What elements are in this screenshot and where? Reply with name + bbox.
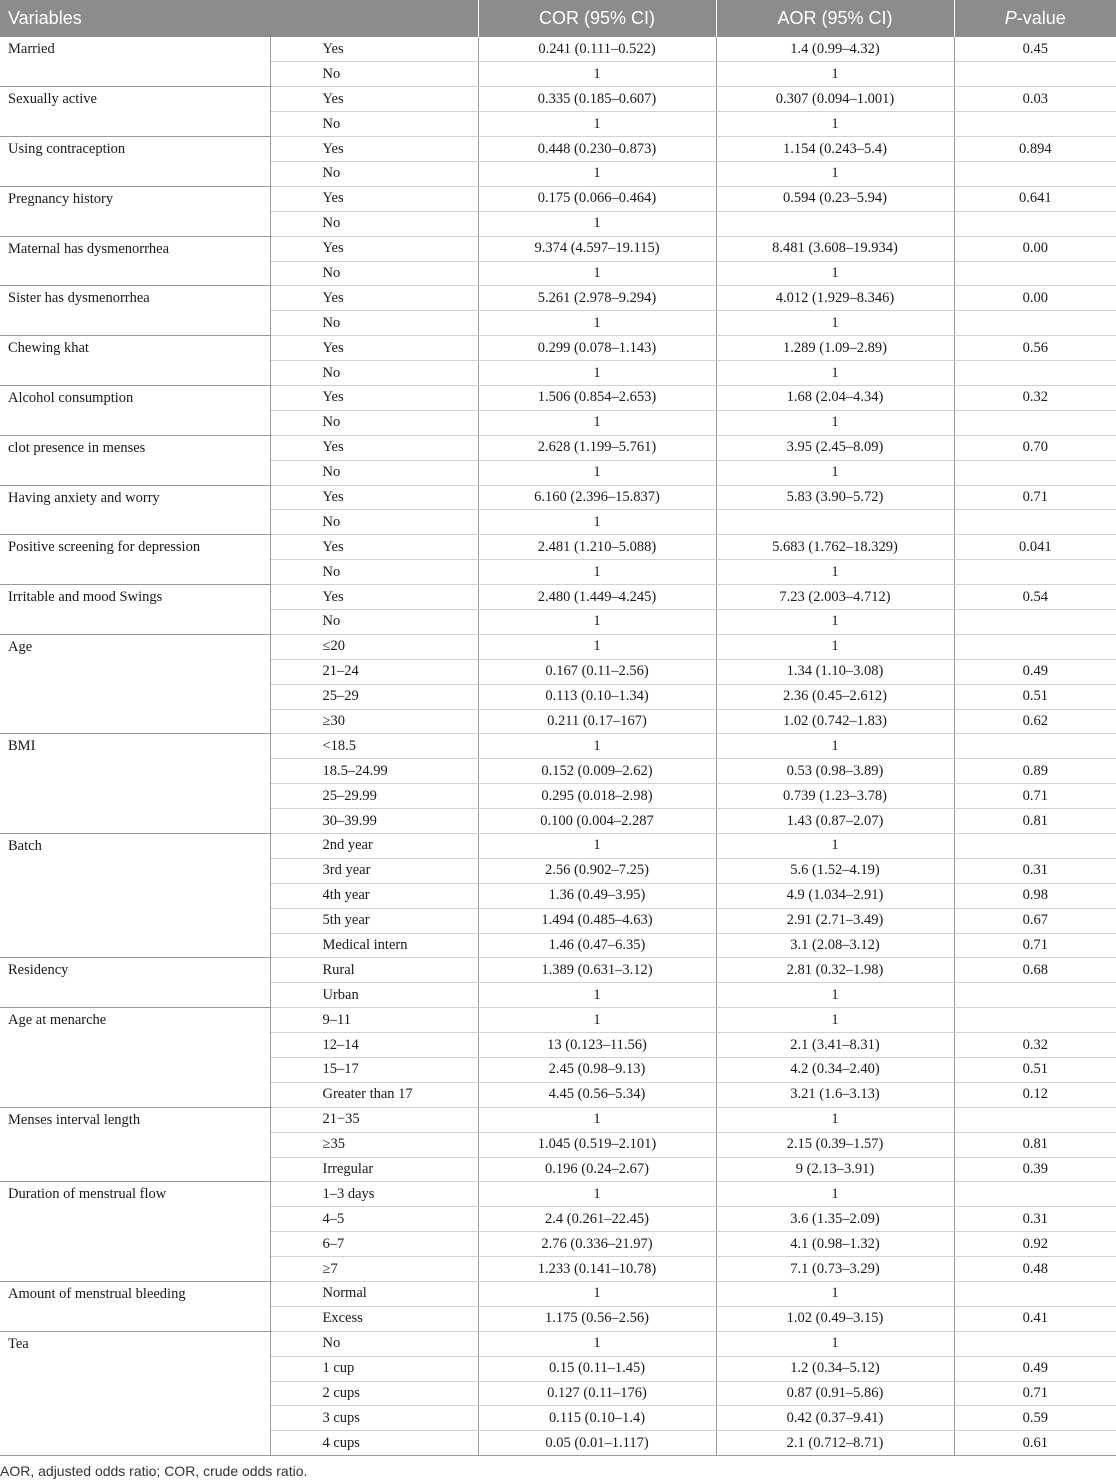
cor-cell: 1	[478, 1182, 716, 1207]
aor-cell: 4.1 (0.98–1.32)	[716, 1232, 954, 1257]
variable-name-cell: clot presence in menses	[0, 435, 270, 485]
table-row	[0, 485, 1116, 510]
cor-cell: 0.05 (0.01–1.117)	[478, 1431, 716, 1456]
aor-cell: 1	[716, 983, 954, 1008]
cor-cell: 1	[478, 1107, 716, 1132]
cor-cell: 2.628 (1.199–5.761)	[478, 435, 716, 460]
level-cell: No	[270, 161, 478, 186]
p-value-cell	[954, 460, 1116, 485]
p-value-cell: 0.041	[954, 535, 1116, 560]
p-value-cell: 0.59	[954, 1406, 1116, 1431]
table-row	[0, 958, 1116, 983]
p-value-cell	[954, 634, 1116, 659]
cor-cell: 1	[478, 62, 716, 87]
aor-cell: 0.87 (0.91–5.86)	[716, 1381, 954, 1406]
variable-name-cell: Irritable and mood Swings	[0, 585, 270, 635]
level-cell: Urban	[270, 983, 478, 1008]
cor-cell: 2.76 (0.336–21.97)	[478, 1232, 716, 1257]
aor-cell: 1	[716, 634, 954, 659]
p-value-cell	[954, 1331, 1116, 1356]
level-cell: ≥35	[270, 1132, 478, 1157]
p-value-cell	[954, 1182, 1116, 1207]
p-value-cell	[954, 112, 1116, 137]
aor-cell: 0.594 (0.23–5.94)	[716, 186, 954, 211]
table-row	[0, 385, 1116, 410]
level-cell: Yes	[270, 87, 478, 112]
p-value-cell: 0.49	[954, 659, 1116, 684]
p-value-cell: 0.49	[954, 1356, 1116, 1381]
aor-cell: 5.83 (3.90–5.72)	[716, 485, 954, 510]
table-row	[0, 535, 1116, 560]
cor-cell: 5.261 (2.978–9.294)	[478, 286, 716, 311]
cor-cell: 2.481 (1.210–5.088)	[478, 535, 716, 560]
aor-cell: 1	[716, 1008, 954, 1033]
variable-name-cell: Amount of menstrual bleeding	[0, 1282, 270, 1332]
table-row	[0, 1282, 1116, 1307]
p-value-cell: 0.03	[954, 87, 1116, 112]
variable-name-cell: BMI	[0, 734, 270, 834]
aor-cell: 2.36 (0.45–2.612)	[716, 684, 954, 709]
p-value-cell: 0.71	[954, 1381, 1116, 1406]
cor-cell: 1	[478, 834, 716, 859]
aor-cell: 0.53 (0.98–3.89)	[716, 759, 954, 784]
level-cell: 3 cups	[270, 1406, 478, 1431]
level-cell: Yes	[270, 385, 478, 410]
aor-cell: 1.43 (0.87–2.07)	[716, 809, 954, 834]
level-cell: No	[270, 609, 478, 634]
p-value-cell: 0.81	[954, 1132, 1116, 1157]
aor-cell: 1.4 (0.99–4.32)	[716, 37, 954, 62]
level-cell: No	[270, 1331, 478, 1356]
cor-cell: 1.175 (0.56–2.56)	[478, 1306, 716, 1331]
table-row	[0, 37, 1116, 62]
level-cell: No	[270, 112, 478, 137]
aor-cell: 1.34 (1.10–3.08)	[716, 659, 954, 684]
p-value-cell: 0.81	[954, 809, 1116, 834]
p-value-cell	[954, 211, 1116, 236]
level-cell: No	[270, 261, 478, 286]
level-cell: 21–24	[270, 659, 478, 684]
p-value-cell: 0.71	[954, 784, 1116, 809]
p-value-cell	[954, 734, 1116, 759]
level-cell: Yes	[270, 485, 478, 510]
p-value-cell	[954, 410, 1116, 435]
aor-cell: 0.307 (0.094–1.001)	[716, 87, 954, 112]
aor-cell: 1	[716, 361, 954, 386]
p-value-cell: 0.31	[954, 1207, 1116, 1232]
level-cell: 4 cups	[270, 1431, 478, 1456]
table-row	[0, 336, 1116, 361]
cor-cell: 2.480 (1.449–4.245)	[478, 585, 716, 610]
header-cor: COR (95% CI)	[478, 0, 716, 37]
p-value-cell: 0.32	[954, 1033, 1116, 1058]
level-cell: 9–11	[270, 1008, 478, 1033]
aor-cell	[716, 510, 954, 535]
p-value-cell: 0.68	[954, 958, 1116, 983]
cor-cell: 4.45 (0.56–5.34)	[478, 1082, 716, 1107]
header-p-value	[954, 0, 1116, 37]
level-cell: 1 cup	[270, 1356, 478, 1381]
aor-cell: 1.02 (0.742–1.83)	[716, 709, 954, 734]
variable-name-cell: Alcohol consumption	[0, 385, 270, 435]
aor-cell: 2.81 (0.32–1.98)	[716, 958, 954, 983]
variable-name-cell: Sexually active	[0, 87, 270, 137]
level-cell: 25–29	[270, 684, 478, 709]
aor-cell: 1.154 (0.243–5.4)	[716, 137, 954, 162]
p-value-cell: 0.54	[954, 585, 1116, 610]
level-cell: Medical intern	[270, 933, 478, 958]
p-value-cell	[954, 161, 1116, 186]
variable-name-cell: Having anxiety and worry	[0, 485, 270, 535]
aor-cell: 8.481 (3.608–19.934)	[716, 236, 954, 261]
p-value-cell	[954, 983, 1116, 1008]
variable-name-cell: Age	[0, 634, 270, 734]
level-cell: ≥7	[270, 1257, 478, 1282]
table-row	[0, 435, 1116, 460]
level-cell: 21−35	[270, 1107, 478, 1132]
p-value-cell	[954, 62, 1116, 87]
level-cell: Irregular	[270, 1157, 478, 1182]
p-value-cell: 0.71	[954, 933, 1116, 958]
p-value-cell: 0.98	[954, 883, 1116, 908]
level-cell: No	[270, 211, 478, 236]
cor-cell: 1	[478, 112, 716, 137]
level-cell: No	[270, 410, 478, 435]
p-value-cell	[954, 1107, 1116, 1132]
cor-cell: 1.506 (0.854–2.653)	[478, 385, 716, 410]
cor-cell: 0.113 (0.10–1.34)	[478, 684, 716, 709]
p-value-cell: 0.00	[954, 286, 1116, 311]
p-value-cell	[954, 609, 1116, 634]
cor-cell: 0.196 (0.24–2.67)	[478, 1157, 716, 1182]
level-cell: 15–17	[270, 1058, 478, 1083]
level-cell: Yes	[270, 336, 478, 361]
variable-name-cell: Maternal has dysmenorrhea	[0, 236, 270, 286]
level-cell: <18.5	[270, 734, 478, 759]
level-cell: 25–29.99	[270, 784, 478, 809]
table-row	[0, 834, 1116, 859]
level-cell: Yes	[270, 535, 478, 560]
variable-name-cell: Batch	[0, 834, 270, 958]
p-value-cell	[954, 560, 1116, 585]
level-cell: ≥30	[270, 709, 478, 734]
cor-cell: 1	[478, 410, 716, 435]
p-value-cell: 0.67	[954, 908, 1116, 933]
p-value-cell: 0.641	[954, 186, 1116, 211]
aor-cell: 1.2 (0.34–5.12)	[716, 1356, 954, 1381]
p-value-cell: 0.12	[954, 1082, 1116, 1107]
table-row	[0, 734, 1116, 759]
cor-cell: 0.299 (0.078–1.143)	[478, 336, 716, 361]
aor-cell: 2.1 (0.712–8.71)	[716, 1431, 954, 1456]
aor-cell: 1	[716, 1182, 954, 1207]
aor-cell: 1	[716, 311, 954, 336]
aor-cell: 2.1 (3.41–8.31)	[716, 1033, 954, 1058]
cor-cell: 9.374 (4.597–19.115)	[478, 236, 716, 261]
level-cell: No	[270, 510, 478, 535]
level-cell: Yes	[270, 435, 478, 460]
p-value-cell: 0.48	[954, 1257, 1116, 1282]
aor-cell: 5.6 (1.52–4.19)	[716, 858, 954, 883]
table-footnote: AOR, adjusted odds ratio; COR, crude odds ratio.	[0, 1463, 308, 1479]
cor-cell: 1.233 (0.141–10.78)	[478, 1257, 716, 1282]
level-cell: Rural	[270, 958, 478, 983]
cor-cell: 1	[478, 1331, 716, 1356]
cor-cell: 2.45 (0.98–9.13)	[478, 1058, 716, 1083]
level-cell: 12–14	[270, 1033, 478, 1058]
variable-name-cell: Pregnancy history	[0, 186, 270, 236]
cor-cell: 1	[478, 560, 716, 585]
aor-cell: 0.42 (0.37–9.41)	[716, 1406, 954, 1431]
cor-cell: 0.15 (0.11–1.45)	[478, 1356, 716, 1381]
p-value-cell: 0.894	[954, 137, 1116, 162]
cor-cell: 0.295 (0.018–2.98)	[478, 784, 716, 809]
p-value-cell: 0.61	[954, 1431, 1116, 1456]
cor-cell: 1.389 (0.631–3.12)	[478, 958, 716, 983]
aor-cell: 1	[716, 1331, 954, 1356]
variable-name-cell: Married	[0, 37, 270, 87]
aor-cell: 1	[716, 609, 954, 634]
p-value-cell: 0.00	[954, 236, 1116, 261]
aor-cell: 3.1 (2.08–3.12)	[716, 933, 954, 958]
p-value-cell: 0.45	[954, 37, 1116, 62]
p-value-cell: 0.92	[954, 1232, 1116, 1257]
cor-cell: 1	[478, 311, 716, 336]
cor-cell: 1	[478, 983, 716, 1008]
aor-cell: 1	[716, 460, 954, 485]
cor-cell: 6.160 (2.396–15.837)	[478, 485, 716, 510]
aor-cell: 0.739 (1.23–3.78)	[716, 784, 954, 809]
level-cell: Yes	[270, 585, 478, 610]
aor-cell: 9 (2.13–3.91)	[716, 1157, 954, 1182]
level-cell: 2 cups	[270, 1381, 478, 1406]
aor-cell: 1	[716, 112, 954, 137]
level-cell: Yes	[270, 286, 478, 311]
level-cell: 1–3 days	[270, 1182, 478, 1207]
p-value-cell: 0.71	[954, 485, 1116, 510]
level-cell: 5th year	[270, 908, 478, 933]
level-cell: 2nd year	[270, 834, 478, 859]
p-value-cell: 0.41	[954, 1306, 1116, 1331]
table-row	[0, 87, 1116, 112]
cor-cell: 1	[478, 734, 716, 759]
cor-cell: 1.46 (0.47–6.35)	[478, 933, 716, 958]
aor-cell: 1	[716, 62, 954, 87]
aor-cell: 1	[716, 560, 954, 585]
cor-cell: 1	[478, 1008, 716, 1033]
p-value-cell: 0.70	[954, 435, 1116, 460]
table-row	[0, 137, 1116, 162]
p-value-cell: 0.62	[954, 709, 1116, 734]
aor-cell: 2.91 (2.71–3.49)	[716, 908, 954, 933]
cor-cell: 0.100 (0.004–2.287	[478, 809, 716, 834]
level-cell: 30–39.99	[270, 809, 478, 834]
cor-cell: 0.241 (0.111–0.522)	[478, 37, 716, 62]
cor-cell: 0.167 (0.11–2.56)	[478, 659, 716, 684]
p-value-cell	[954, 1282, 1116, 1307]
aor-cell: 1	[716, 734, 954, 759]
variable-name-cell: Residency	[0, 958, 270, 1008]
table-body	[0, 37, 1116, 1456]
level-cell: Yes	[270, 236, 478, 261]
variable-name-cell: Age at menarche	[0, 1008, 270, 1108]
p-value-cell: 0.51	[954, 684, 1116, 709]
cor-cell: 1	[478, 261, 716, 286]
p-value-cell: 0.51	[954, 1058, 1116, 1083]
cor-cell: 2.4 (0.261–22.45)	[478, 1207, 716, 1232]
table-row	[0, 1331, 1116, 1356]
table-row	[0, 186, 1116, 211]
p-value-cell	[954, 1008, 1116, 1033]
cor-cell: 0.152 (0.009–2.62)	[478, 759, 716, 784]
level-cell: Yes	[270, 37, 478, 62]
cor-cell: 1	[478, 161, 716, 186]
cor-cell: 1	[478, 510, 716, 535]
aor-cell: 3.95 (2.45–8.09)	[716, 435, 954, 460]
aor-cell: 7.1 (0.73–3.29)	[716, 1257, 954, 1282]
aor-cell: 3.6 (1.35–2.09)	[716, 1207, 954, 1232]
level-cell: Yes	[270, 137, 478, 162]
cor-cell: 1	[478, 1282, 716, 1307]
level-cell: Yes	[270, 186, 478, 211]
p-value-cell	[954, 510, 1116, 535]
table-header-row	[0, 0, 1116, 37]
table-row	[0, 634, 1116, 659]
header-p-italic: P	[1004, 8, 1017, 28]
aor-cell: 1	[716, 161, 954, 186]
p-value-cell	[954, 361, 1116, 386]
aor-cell: 1	[716, 834, 954, 859]
cor-cell: 1	[478, 634, 716, 659]
aor-cell: 1.68 (2.04–4.34)	[716, 385, 954, 410]
cor-cell: 13 (0.123–11.56)	[478, 1033, 716, 1058]
aor-cell: 1	[716, 261, 954, 286]
table-row	[0, 1107, 1116, 1132]
aor-cell: 4.012 (1.929–8.346)	[716, 286, 954, 311]
cor-cell: 0.175 (0.066–0.464)	[478, 186, 716, 211]
header-variables: Variables	[0, 0, 478, 37]
level-cell: 3rd year	[270, 858, 478, 883]
variable-name-cell: Using contraception	[0, 137, 270, 187]
header-p-rest: -value	[1016, 8, 1066, 28]
variable-name-cell: Tea	[0, 1331, 270, 1455]
cor-cell: 0.335 (0.185–0.607)	[478, 87, 716, 112]
cor-cell: 1	[478, 361, 716, 386]
p-value-cell: 0.89	[954, 759, 1116, 784]
aor-cell: 5.683 (1.762–18.329)	[716, 535, 954, 560]
variable-name-cell: Positive screening for depression	[0, 535, 270, 585]
level-cell: 6–7	[270, 1232, 478, 1257]
variable-name-cell: Menses interval length	[0, 1107, 270, 1182]
level-cell: No	[270, 311, 478, 336]
cor-cell: 1.36 (0.49–3.95)	[478, 883, 716, 908]
table-row	[0, 585, 1116, 610]
level-cell: No	[270, 62, 478, 87]
aor-cell: 1	[716, 410, 954, 435]
cor-cell: 0.448 (0.230–0.873)	[478, 137, 716, 162]
p-value-cell: 0.31	[954, 858, 1116, 883]
level-cell: ≤20	[270, 634, 478, 659]
cor-cell: 1	[478, 460, 716, 485]
variable-name-cell: Chewing khat	[0, 336, 270, 386]
level-cell: Normal	[270, 1282, 478, 1307]
aor-cell: 3.21 (1.6–3.13)	[716, 1082, 954, 1107]
level-cell: 18.5–24.99	[270, 759, 478, 784]
aor-cell: 1.02 (0.49–3.15)	[716, 1306, 954, 1331]
aor-cell: 4.2 (0.34–2.40)	[716, 1058, 954, 1083]
variable-name-cell: Sister has dysmenorrhea	[0, 286, 270, 336]
table-row	[0, 1182, 1116, 1207]
p-value-cell	[954, 834, 1116, 859]
table-row	[0, 286, 1116, 311]
table-row	[0, 1008, 1116, 1033]
cor-cell: 0.115 (0.10–1.4)	[478, 1406, 716, 1431]
level-cell: 4th year	[270, 883, 478, 908]
variable-name-cell: Duration of menstrual flow	[0, 1182, 270, 1282]
aor-cell: 1.289 (1.09–2.89)	[716, 336, 954, 361]
level-cell: No	[270, 460, 478, 485]
p-value-cell: 0.32	[954, 385, 1116, 410]
table-row	[0, 236, 1116, 261]
aor-cell: 1	[716, 1282, 954, 1307]
aor-cell: 7.23 (2.003–4.712)	[716, 585, 954, 610]
level-cell: No	[270, 560, 478, 585]
cor-cell: 1.045 (0.519–2.101)	[478, 1132, 716, 1157]
cor-cell: 1.494 (0.485–4.63)	[478, 908, 716, 933]
aor-cell: 1	[716, 1107, 954, 1132]
p-value-cell	[954, 311, 1116, 336]
cor-cell: 1	[478, 609, 716, 634]
cor-cell: 0.211 (0.17–167)	[478, 709, 716, 734]
level-cell: Greater than 17	[270, 1082, 478, 1107]
aor-cell	[716, 211, 954, 236]
p-value-cell: 0.39	[954, 1157, 1116, 1182]
cor-cell: 1	[478, 211, 716, 236]
level-cell: No	[270, 361, 478, 386]
aor-cell: 2.15 (0.39–1.57)	[716, 1132, 954, 1157]
cor-cell: 2.56 (0.902–7.25)	[478, 858, 716, 883]
p-value-cell	[954, 261, 1116, 286]
level-cell: 4–5	[270, 1207, 478, 1232]
aor-cell: 4.9 (1.034–2.91)	[716, 883, 954, 908]
p-value-cell: 0.56	[954, 336, 1116, 361]
level-cell: Excess	[270, 1306, 478, 1331]
header-aor: AOR (95% CI)	[716, 0, 954, 37]
cor-cell: 0.127 (0.11–176)	[478, 1381, 716, 1406]
